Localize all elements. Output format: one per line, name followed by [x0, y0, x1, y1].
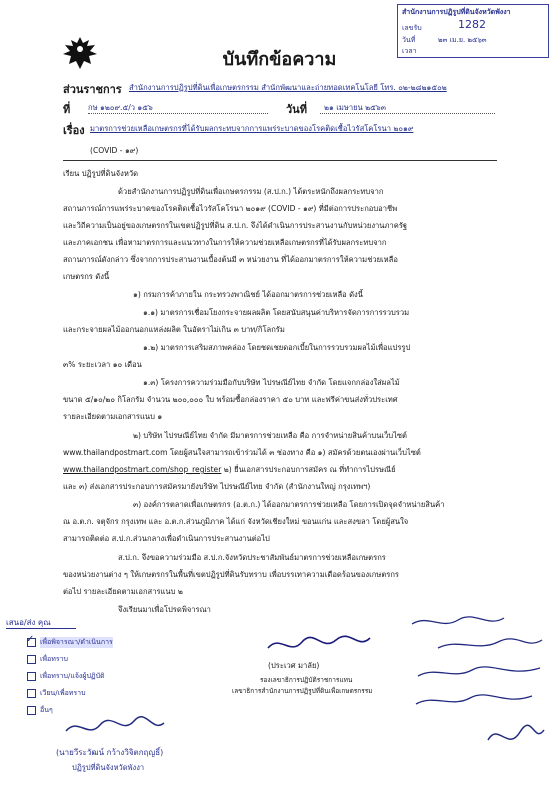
item-1-1-b: และกระจายผลไม้ออกนอกแหล่งผลิต ในอัตราไม่เกิน ๓ บาท/กิโลกรัม	[63, 325, 285, 334]
routing-option-5: อื่นๆ	[40, 706, 53, 714]
salutation: เรียน ปฏิรูปที่ดินจังหวัด	[63, 169, 139, 178]
subject-label: เรื่อง	[63, 124, 85, 137]
routing-option-4: เวียน/เพื่อทราบ	[40, 689, 86, 697]
item-1-3-c: รายละเอียดตามเอกสารแนบ ๑	[63, 412, 163, 421]
stamp-time-label: เวลา	[402, 47, 417, 55]
item-2-c: ๒) ยื่นเอกสารประกอบการสมัคร ณ ที่ทำการไปรษณีย์	[221, 465, 396, 474]
item-3-a: ๓) องค์การตลาดเพื่อเกษตรกร (อ.ต.ก.) ได้ออกมาตรการช่วยเหลือ โดยการเปิดจุดจำหน่ายสินค้า	[133, 500, 445, 509]
checkbox-acknowledge[interactable]	[27, 655, 36, 664]
subject-line2: (COVID - ๑๙)	[90, 146, 139, 155]
stamp-date: ๒๓ เม.ย. ๒๕๖๓	[438, 36, 487, 44]
item-1-2-a: ๑.๒) มาตรการเสริมสภาพคล่อง โดยชดเชยดอกเบี้ยในการรวบรวมผลไม้เพื่อแปรรูป	[143, 343, 411, 352]
date-label: วันที่	[286, 103, 307, 116]
intro-line-1: ด้วยสำนักงานการปฏิรูปที่ดินเพื่อเกษตรกรรม (ส.ป.ก.) ได้ตระหนักถึงผลกระทบจาก	[118, 187, 384, 196]
intro-line-6: เกษตรกร ดังนี้	[63, 272, 110, 281]
routing-signer-name: (นายวีระวัฒน์ กว้างวิจิตกฤญธิ์)	[56, 748, 164, 757]
handwritten-notes	[408, 612, 548, 760]
item-1-3-a: ๑.๓) โครงการความร่วมมือกับบริษัท ไปรษณีย์ไทย จำกัด โดยแจกกล่องใส่ผลไม้	[143, 378, 400, 387]
checkbox-circulate[interactable]	[27, 689, 36, 698]
item-2-b: โดยผู้สนใจสามารถเข้าร่วมได้ ๓ ช่องทาง คือ ๑) สมัครด้วยตนเองผ่านเว็บไซต์	[167, 448, 421, 457]
closing-phrase: จึงเรียนมาเพื่อโปรดพิจารณา	[118, 605, 211, 614]
routing-signer-title: ปฏิรูปที่ดินจังหวัดพังงา	[72, 763, 145, 772]
routing-rule	[6, 628, 76, 629]
item-3-b: ณ อ.ต.ก. จตุจักร กรุงเทพ และ อ.ต.ก.ส่วนภูมิภาค ได้แก่ จังหวัดเชียงใหม่ ขอนแก่น และสงขลา โดยผู้สนใจ	[63, 517, 409, 526]
close-line-2: ของหน่วยงานต่าง ๆ ให้เกษตรกรในพื้นที่เขตปฏิรูปที่ดินรับทราบ เพื่อบรรเทาความเดือดร้อนของเกษตรกร	[63, 570, 400, 579]
subject-line1: มาตรการช่วยเหลือเกษตรกรที่ได้รับผลกระทบจากการแพร่ระบาดของโรคติดเชื้อไวรัสโคโรนา ๒๐๑๙	[90, 124, 414, 133]
routing-option-1: เพื่อพิจารณา/ดำเนินการ	[40, 638, 113, 646]
routing-header: เสนอ/ส่ง คุณ	[6, 618, 51, 627]
close-line-3: ต่อไป รายละเอียดตามเอกสารแนบ ๒	[63, 587, 183, 596]
checkbox-notify[interactable]	[27, 672, 36, 681]
intro-line-4: และภาคเอกชน เพื่อหามาตรการและแนวทางในการให้ความช่วยเหลือเกษตรกรที่ได้รับผลกระทบจาก	[63, 238, 387, 247]
stamp-org: สำนักงานการปฏิรูปที่ดินจังหวัดพังงา	[402, 8, 511, 16]
intro-line-2: สถานการณ์การแพร่ระบาดของโรคติดเชื้อไวรัสโคโรนา ๒๐๑๙ (COVID - ๑๙) ที่มีต่อการประกอบอาชีพ	[63, 204, 398, 213]
header-divider	[63, 160, 497, 161]
item-1: ๑) กรมการค้าภายใน กระทรวงพาณิชย์ ได้ออกมาตรการช่วยเหลือ ดังนี้	[133, 290, 363, 299]
date-line	[320, 113, 495, 114]
agency-label: ส่วนราชการ	[63, 83, 122, 96]
item-1-1-a: ๑.๑) มาตรการเชื่อมโยงกระจายผลผลิต โดยสนับสนุนค่าบริหารจัดการการรวบรวม	[143, 308, 410, 317]
page-title: บันทึกข้อความ	[222, 49, 337, 70]
stamp-date-label: วันที่	[402, 36, 416, 44]
signer-name: (ประเวศ มาลัย)	[268, 661, 320, 670]
signer-title-2: เลขาธิการสำนักงานการปฏิรูปที่ดินเพื่อเกษตรกรรม	[232, 687, 373, 695]
routing-option-2: เพื่อทราบ	[40, 655, 68, 663]
item-1-3-b: ขนาด ๕/๑๐/๒๐ กิโลกรัม จำนวน ๒๐๐,๐๐๐ ใบ พร้อมซื้อกล่องราคา ๕๐ บาท และฟรีค่าขนส่งทั่วประเทศ	[63, 395, 398, 404]
item-2-d: และ ๓) ส่งเอกสารประกอบการสมัครมายังบริษัท ไปรษณีย์ไทย จำกัด (สำนักงานใหญ่ กรุงเทพฯ)	[63, 482, 371, 491]
routing-option-3: เพื่อทราบ/แจ้งผู้ปฏิบัติ	[40, 672, 105, 680]
routing-signature-mark	[60, 715, 170, 741]
ref-label: ที่	[63, 103, 71, 116]
date-value: ๒๑ เมษายน ๒๕๖๓	[324, 103, 386, 112]
postmart-link[interactable]: www.thailandpostmart.com	[63, 448, 168, 457]
intro-line-5: สถานการณ์ดังกล่าว ซึ่งจากการประสานงานเบื้องต้นมี ๓ หน่วยงาน ที่ได้ออกมาตรการให้ความช่วยเหลือ	[63, 255, 398, 264]
ref-line	[88, 113, 268, 114]
stamp-received-label: เลขรับ	[402, 24, 422, 32]
ref-value: กษ ๑๒๐๙.๕/ว ๑๕๖	[88, 103, 153, 112]
check-icon: ✓	[26, 634, 35, 645]
item-2-a: ๒) บริษัท ไปรษณีย์ไทย จำกัด มีมาตรการช่วยเหลือ คือ การจำหน่ายสินค้าบนเว็บไซต์	[133, 431, 407, 440]
shop-register-link[interactable]: www.thailandpostmart.com/shop_register	[63, 465, 222, 474]
signature-mark	[260, 630, 380, 658]
stamp-received-no: 1282	[458, 18, 486, 31]
close-line-1: ส.ป.ก. จึงขอความร่วมมือ ส.ป.ก.จังหวัดประชาสัมพันธ์มาตรการช่วยเหลือเกษตรกร	[118, 553, 386, 562]
signer-title-1: รองเลขาธิการปฏิบัติราชการแทน	[260, 676, 353, 684]
checkbox-other[interactable]	[27, 706, 36, 715]
agency-value: สำนักงานการปฏิรูปที่ดินเพื่อเกษตรกรรม สำนักพัฒนาและถ่ายทอดเทคโนโลยี โทร. ๐๒-๒๘๒๑๕๐๒	[129, 83, 447, 92]
item-3-c: สามารถติดต่อ ส.ป.ก.ส่วนกลางเพื่อดำเนินการประสานงานต่อไป	[63, 534, 270, 543]
item-1-2-b: ๓% ระยะเวลา ๑๐ เดือน	[63, 360, 142, 369]
intro-line-3: และวิถีความเป็นอยู่ของเกษตรกรในเขตปฏิรูปที่ดิน ส.ป.ก. จึงได้ดำเนินการประสานงานกับหน่วยงานภาครัฐ	[63, 221, 408, 230]
